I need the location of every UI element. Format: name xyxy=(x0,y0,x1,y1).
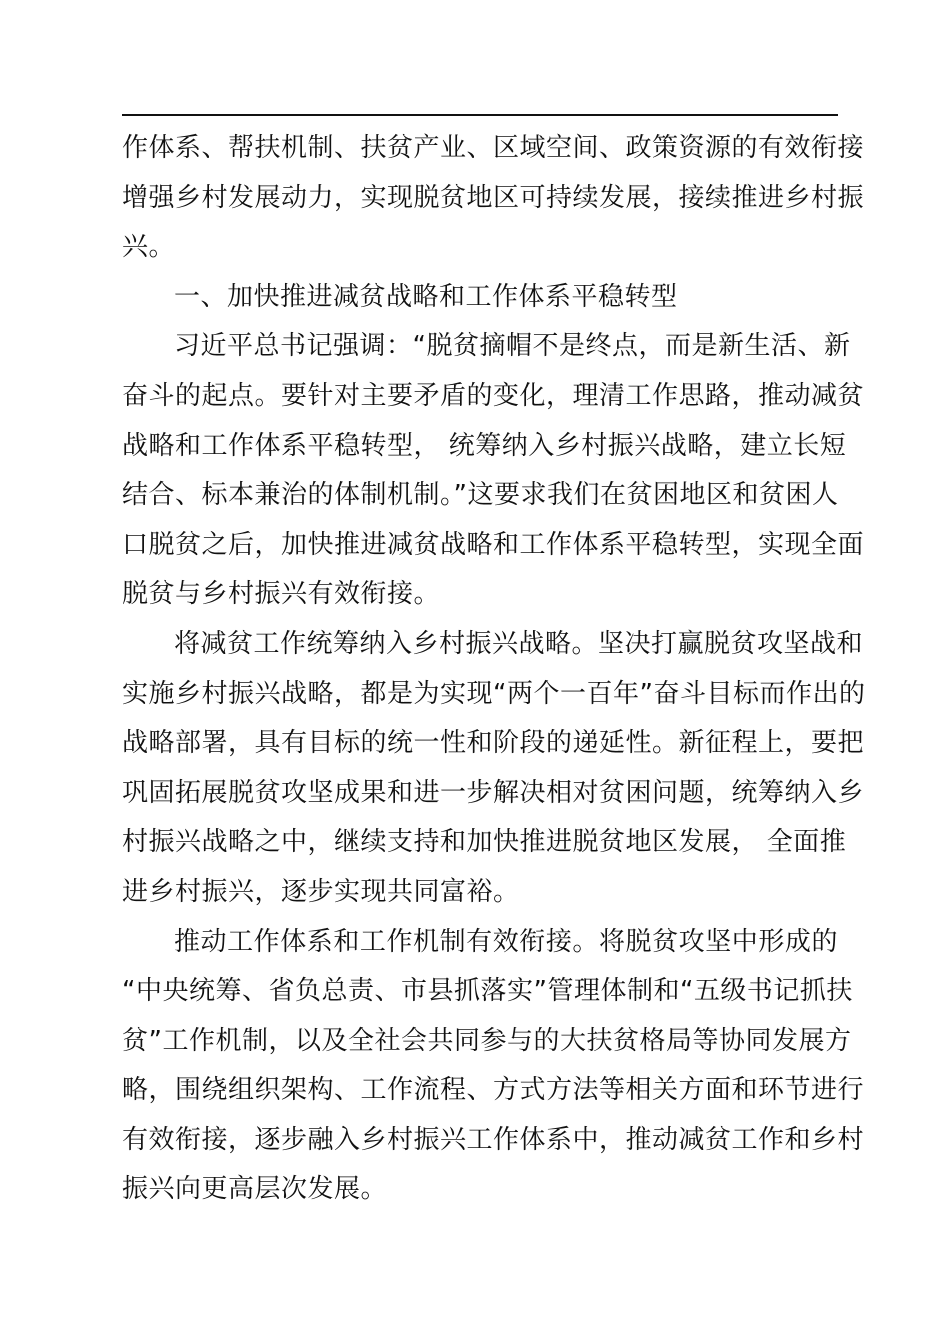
body-line: 兴。 xyxy=(122,232,176,263)
body-line: 战略部署，具有目标的统一性和阶段的递延性。新征程上，要把 xyxy=(122,728,865,759)
section-heading: 一、加快推进减贫战略和工作体系平稳转型 xyxy=(174,281,678,312)
body-line: 略，围绕组织架构、工作流程、方式方法等相关方面和环节进行 xyxy=(122,1075,865,1106)
body-line: 习近平总书记强调：“脱贫摘帽不是终点，而是新生活、新 xyxy=(174,331,851,362)
body-line: 结合、标本兼治的体制机制。”这要求我们在贫困地区和贫困人 xyxy=(122,480,839,511)
header-rule xyxy=(122,114,838,116)
document-body xyxy=(122,124,866,1215)
body-line: “中央统筹、省负总责、市县抓落实”管理体制和“五级书记抓扶 xyxy=(122,976,853,1007)
body-line: 口脱贫之后，加快推进减贫战略和工作体系平稳转型，实现全面 xyxy=(122,529,865,560)
body-line: 战略和工作体系平稳转型， 统筹纳入乡村振兴战略，建立长短 xyxy=(122,430,847,461)
body-line: 增强乡村发展动力，实现脱贫地区可持续发展，接续推进乡村振 xyxy=(122,182,865,213)
body-line: 村振兴战略之中，继续支持和加快推进脱贫地区发展， 全面推 xyxy=(122,827,847,858)
body-line: 贫”工作机制，以及全社会共同参与的大扶贫格局等协同发展方 xyxy=(122,1025,852,1056)
body-line: 有效衔接，逐步融入乡村振兴工作体系中，推动减贫工作和乡村 xyxy=(122,1124,865,1155)
body-line: 奋斗的起点。要针对主要矛盾的变化，理清工作思路，推动减贫 xyxy=(122,380,865,411)
body-line: 脱贫与乡村振兴有效衔接。 xyxy=(122,579,441,610)
body-line: 巩固拓展脱贫攻坚成果和进一步解决相对贫困问题，统筹纳入乡 xyxy=(122,777,865,808)
body-line: 振兴向更高层次发展。 xyxy=(122,1174,388,1205)
body-line: 推动工作体系和工作机制有效衔接。将脱贫攻坚中形成的 xyxy=(174,926,838,957)
body-line: 进乡村振兴，逐步实现共同富裕。 xyxy=(122,876,520,907)
body-line: 将减贫工作统筹纳入乡村振兴战略。坚决打赢脱贫攻坚战和 xyxy=(174,628,864,659)
body-line: 实施乡村振兴战略，都是为实现“两个一百年”奋斗目标而作出的 xyxy=(122,678,866,709)
body-line: 作体系、帮扶机制、扶贫产业、区域空间、政策资源的有效衔接 xyxy=(122,133,865,163)
